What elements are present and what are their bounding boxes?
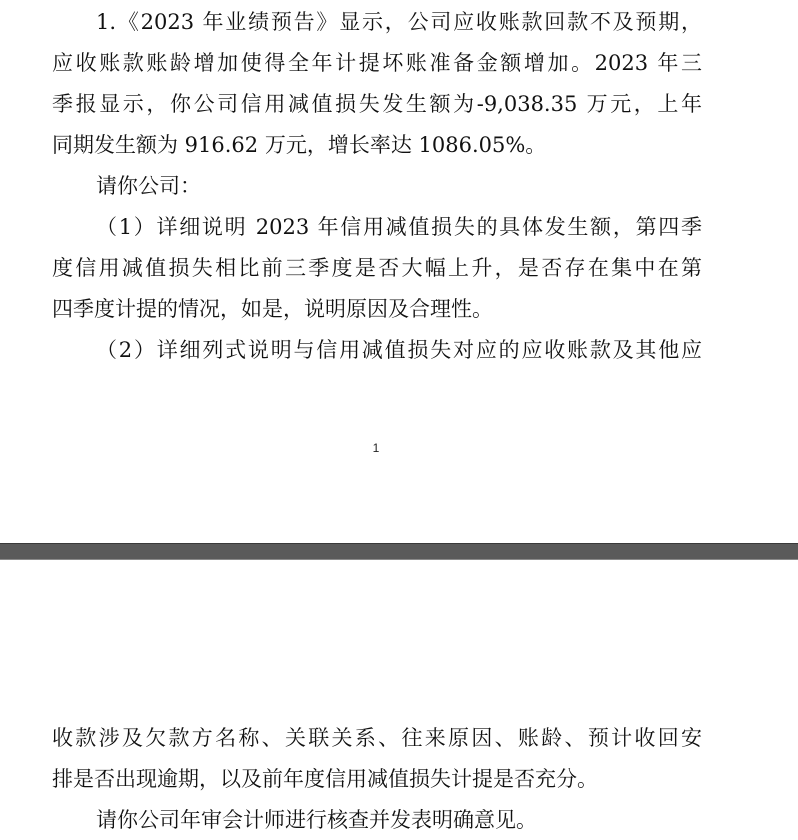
page-number: 1 (372, 441, 380, 455)
document-page-2 (0, 560, 798, 840)
page-separator (0, 543, 798, 560)
sub-question-1-line: （1）详细说明 2023 年信用减值损失的具体发生额，第四季 (96, 215, 702, 239)
paragraph-line: 同期发生额为 916.62 万元，增长率达 1086.05%。 (52, 133, 547, 157)
paragraph-line: 应收账款账龄增加使得全年计提坏账准备金额增加。2023 年三 (52, 51, 702, 75)
sub-question-2-line: （2）详细列式说明与信用减值损失对应的应收账款及其他应 (96, 338, 702, 362)
paragraph-line: 收款涉及欠款方名称、关联关系、往来原因、账龄、预计收回安 (52, 726, 702, 750)
request-intro-line: 请你公司： (96, 174, 201, 198)
paragraph-line: 度信用减值损失相比前三季度是否大幅上升，是否存在集中在第 (52, 256, 702, 280)
paragraph-line: 四季度计提的情况，如是，说明原因及合理性。 (52, 297, 493, 321)
paragraph-line: 季报显示，你公司信用减值损失发生额为-9,038.35 万元，上年 (52, 92, 702, 116)
auditor-request-line: 请你公司年审会计师进行核查并发表明确意见。 (96, 808, 537, 832)
question-1-heading-line: 1.《2023 年业绩预告》显示，公司应收账款回款不及预期， (96, 10, 702, 34)
paragraph-line: 排是否出现逾期，以及前年度信用减值损失计提是否充分。 (52, 767, 598, 791)
